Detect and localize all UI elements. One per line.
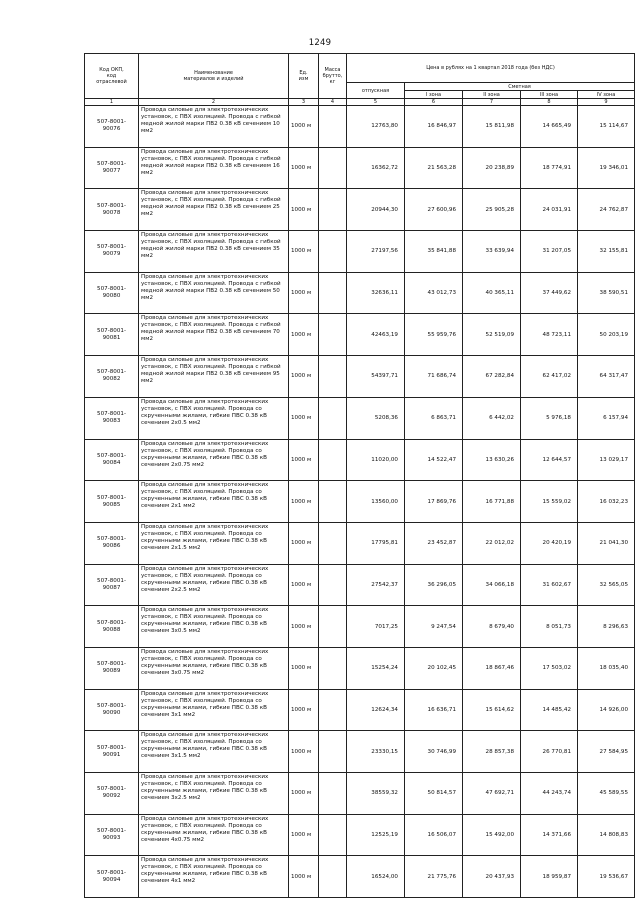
item-unit: 1000 м: [289, 814, 319, 856]
header-name: Наименование материалов и изделий: [139, 54, 289, 99]
header-zone2: II зона: [463, 91, 521, 99]
price-zone3: 37 449,62: [521, 272, 578, 314]
price-zone3: 26 770,81: [521, 731, 578, 773]
price-zone2: 15 492,00: [463, 814, 521, 856]
item-name: Провода силовые для электротехнических установок, с ПВХ изоляцией. Провода с гибкой медной жилой марки ПВ2 0.38 кВ сечением 50 мм2: [139, 272, 289, 314]
price-release: 12763,80: [347, 106, 405, 148]
price-release: 16362,72: [347, 147, 405, 189]
price-zone3: 62 417,02: [521, 356, 578, 398]
price-table: [84, 53, 635, 898]
table-row: [85, 773, 635, 815]
item-unit: 1000 м: [289, 564, 319, 606]
item-mass: [319, 272, 347, 314]
price-zone2: 6 442,02: [463, 397, 521, 439]
price-release: 32636,11: [347, 272, 405, 314]
item-name: Провода силовые для электротехнических установок, с ПВХ изоляцией. Провода с гибкой медной жилой марки ПВ2 0.38 кВ сечением 10 мм2: [139, 106, 289, 148]
item-mass: [319, 231, 347, 273]
price-zone4: 18 035,40: [578, 647, 635, 689]
header-zone3: III зона: [521, 91, 578, 99]
item-unit: 1000 м: [289, 106, 319, 148]
item-unit: 1000 м: [289, 606, 319, 648]
price-zone4: 15 114,67: [578, 106, 635, 148]
header-estimate: Сметная: [405, 83, 635, 91]
item-name: Провода силовые для электротехнических установок, с ПВХ изоляцией. Провода с гибкой медной жилой марки ПВ2 0.38 кВ сечением 35 мм2: [139, 231, 289, 273]
table-row: [85, 147, 635, 189]
table-row: [85, 397, 635, 439]
price-zone2: 18 867,46: [463, 647, 521, 689]
column-number: 4: [319, 99, 347, 106]
item-unit: 1000 м: [289, 397, 319, 439]
item-code: 507-8001- 90085: [85, 481, 139, 523]
item-mass: [319, 397, 347, 439]
item-name: Провода силовые для электротехнических установок, с ПВХ изоляцией. Провода с гибкой медной жилой марки ПВ2 0.38 кВ сечением 95 мм2: [139, 356, 289, 398]
item-mass: [319, 522, 347, 564]
column-number: 7: [463, 99, 521, 106]
item-mass: [319, 481, 347, 523]
price-zone3: 48 723,11: [521, 314, 578, 356]
item-mass: [319, 564, 347, 606]
item-code: 507-8001- 90076: [85, 106, 139, 148]
item-code: 507-8001- 90082: [85, 356, 139, 398]
price-zone4: 64 317,47: [578, 356, 635, 398]
price-zone4: 6 157,94: [578, 397, 635, 439]
price-zone1: 21 563,28: [405, 147, 463, 189]
item-mass: [319, 439, 347, 481]
price-zone3: 15 559,02: [521, 481, 578, 523]
price-zone1: 6 863,71: [405, 397, 463, 439]
price-zone1: 16 846,97: [405, 106, 463, 148]
item-name: Провода силовые для электротехнических установок, с ПВХ изоляцией. Провода с гибкой медной жилой марки ПВ2 0.38 кВ сечением 16 мм2: [139, 147, 289, 189]
price-zone4: 32 155,81: [578, 231, 635, 273]
item-mass: [319, 356, 347, 398]
price-zone3: 31 207,05: [521, 231, 578, 273]
price-zone3: 8 051,73: [521, 606, 578, 648]
price-release: 12624,34: [347, 689, 405, 731]
price-zone2: 8 679,40: [463, 606, 521, 648]
item-code: 507-8001- 90079: [85, 231, 139, 273]
price-zone3: 44 243,74: [521, 773, 578, 815]
price-release: 13560,00: [347, 481, 405, 523]
price-release: 16524,00: [347, 856, 405, 898]
item-code: 507-8001- 90092: [85, 773, 139, 815]
price-zone3: 14 665,49: [521, 106, 578, 148]
price-zone4: 14 808,83: [578, 814, 635, 856]
item-unit: 1000 м: [289, 231, 319, 273]
price-release: 12525,19: [347, 814, 405, 856]
item-code: 507-8001- 90091: [85, 731, 139, 773]
item-unit: 1000 м: [289, 647, 319, 689]
table-row: [85, 606, 635, 648]
item-name: Провода силовые для электротехнических установок, с ПВХ изоляцией. Провода со скрученными жилами, гибкие ПВС 0.38 кВ сечением 3х1 мм2: [139, 689, 289, 731]
table-row: [85, 522, 635, 564]
price-zone1: 35 841,88: [405, 231, 463, 273]
price-zone3: 17 503,02: [521, 647, 578, 689]
price-zone4: 21 041,30: [578, 522, 635, 564]
item-unit: 1000 м: [289, 189, 319, 231]
price-zone3: 31 602,67: [521, 564, 578, 606]
header-zone1: I зона: [405, 91, 463, 99]
price-zone4: 14 926,00: [578, 689, 635, 731]
price-zone2: 34 066,18: [463, 564, 521, 606]
item-mass: [319, 856, 347, 898]
price-zone2: 52 519,09: [463, 314, 521, 356]
price-release: 15254,24: [347, 647, 405, 689]
price-zone1: 71 686,74: [405, 356, 463, 398]
header-release: отпускная: [347, 83, 405, 99]
price-zone1: 43 012,73: [405, 272, 463, 314]
price-zone2: 16 771,88: [463, 481, 521, 523]
price-zone1: 30 746,99: [405, 731, 463, 773]
item-unit: 1000 м: [289, 522, 319, 564]
item-code: 507-8001- 90089: [85, 647, 139, 689]
item-mass: [319, 773, 347, 815]
price-zone3: 24 031,91: [521, 189, 578, 231]
price-zone1: 50 814,57: [405, 773, 463, 815]
price-release: 27197,56: [347, 231, 405, 273]
item-name: Провода силовые для электротехнических установок, с ПВХ изоляцией. Провода с гибкой медной жилой марки ПВ2 0.38 кВ сечением 25 мм2: [139, 189, 289, 231]
price-zone4: 24 762,87: [578, 189, 635, 231]
page-number: 1249: [308, 38, 332, 48]
price-release: 54397,71: [347, 356, 405, 398]
item-mass: [319, 606, 347, 648]
price-zone3: 12 644,57: [521, 439, 578, 481]
item-unit: 1000 м: [289, 731, 319, 773]
price-zone4: 32 565,05: [578, 564, 635, 606]
table-row: [85, 647, 635, 689]
price-release: 11020,00: [347, 439, 405, 481]
price-zone1: 16 506,07: [405, 814, 463, 856]
table-row: [85, 731, 635, 773]
price-zone1: 36 296,05: [405, 564, 463, 606]
item-code: 507-8001- 90086: [85, 522, 139, 564]
header-mass: Масса брутто, кг: [319, 54, 347, 99]
item-code: 507-8001- 90080: [85, 272, 139, 314]
price-zone4: 19 536,67: [578, 856, 635, 898]
item-unit: 1000 м: [289, 689, 319, 731]
price-zone3: 14 485,42: [521, 689, 578, 731]
table-row: [85, 106, 635, 148]
price-zone1: 23 452,87: [405, 522, 463, 564]
price-release: 17795,81: [347, 522, 405, 564]
item-name: Провода силовые для электротехнических установок, с ПВХ изоляцией. Провода со скрученными жилами, гибкие ПВС 0.38 кВ сечением 3х2.5 мм2: [139, 773, 289, 815]
price-zone4: 50 203,19: [578, 314, 635, 356]
column-number: 3: [289, 99, 319, 106]
price-zone1: 55 959,76: [405, 314, 463, 356]
item-unit: 1000 м: [289, 314, 319, 356]
table-row: [85, 189, 635, 231]
price-zone2: 33 639,94: [463, 231, 521, 273]
price-zone2: 28 857,38: [463, 731, 521, 773]
price-zone4: 13 029,17: [578, 439, 635, 481]
item-code: 507-8001- 90078: [85, 189, 139, 231]
item-name: Провода силовые для электротехнических установок, с ПВХ изоляцией. Провода со скрученными жилами, гибкие ПВС 0.38 кВ сечением 3х0.5 мм2: [139, 606, 289, 648]
item-name: Провода силовые для электротехнических установок, с ПВХ изоляцией. Провода со скрученными жилами, гибкие ПВС 0.38 кВ сечением 4х0.75 мм2: [139, 814, 289, 856]
price-release: 5208,36: [347, 397, 405, 439]
price-zone2: 15 614,62: [463, 689, 521, 731]
table-row: [85, 856, 635, 898]
table-row: [85, 564, 635, 606]
item-unit: 1000 м: [289, 356, 319, 398]
price-zone2: 13 630,26: [463, 439, 521, 481]
item-name: Провода силовые для электротехнических установок, с ПВХ изоляцией. Провода с гибкой медной жилой марки ПВ2 0.38 кВ сечением 70 мм2: [139, 314, 289, 356]
item-mass: [319, 147, 347, 189]
price-zone2: 20 437,93: [463, 856, 521, 898]
price-zone3: 5 976,18: [521, 397, 578, 439]
column-number: 2: [139, 99, 289, 106]
price-zone4: 8 296,63: [578, 606, 635, 648]
item-unit: 1000 м: [289, 147, 319, 189]
item-unit: 1000 м: [289, 856, 319, 898]
table-row: [85, 231, 635, 273]
price-zone2: 67 282,84: [463, 356, 521, 398]
price-zone4: 19 346,01: [578, 147, 635, 189]
item-unit: 1000 м: [289, 773, 319, 815]
price-zone2: 22 012,02: [463, 522, 521, 564]
table-row: [85, 439, 635, 481]
price-zone4: 27 584,95: [578, 731, 635, 773]
price-zone2: 15 811,98: [463, 106, 521, 148]
column-number: 1: [85, 99, 139, 106]
item-name: Провода силовые для электротехнических установок, с ПВХ изоляцией. Провода со скрученными жилами, гибкие ПВС 0.38 кВ сечением 4х1 мм2: [139, 856, 289, 898]
item-code: 507-8001- 90083: [85, 397, 139, 439]
item-code: 507-8001- 90090: [85, 689, 139, 731]
header-zone4: IV зона: [578, 91, 635, 99]
price-zone1: 20 102,45: [405, 647, 463, 689]
header-price-title: Цена в рублях на 1 квартал 2018 года (без НДС): [347, 54, 635, 83]
column-number: 5: [347, 99, 405, 106]
price-zone2: 20 238,89: [463, 147, 521, 189]
price-zone1: 27 600,96: [405, 189, 463, 231]
price-zone4: 38 590,51: [578, 272, 635, 314]
item-name: Провода силовые для электротехнических установок, с ПВХ изоляцией. Провода со скрученными жилами, гибкие ПВС 0.38 кВ сечением 2х1 мм2: [139, 481, 289, 523]
price-zone3: 14 371,66: [521, 814, 578, 856]
item-name: Провода силовые для электротехнических установок, с ПВХ изоляцией. Провода со скрученными жилами, гибкие ПВС 0.38 кВ сечением 3х0.75 мм2: [139, 647, 289, 689]
header-unit: Ед. изм: [289, 54, 319, 99]
item-code: 507-8001- 90093: [85, 814, 139, 856]
item-code: 507-8001- 90088: [85, 606, 139, 648]
table-row: [85, 689, 635, 731]
item-name: Провода силовые для электротехнических установок, с ПВХ изоляцией. Провода со скрученными жилами, гибкие ПВС 0.38 кВ сечением 3х1.5 мм2: [139, 731, 289, 773]
item-mass: [319, 814, 347, 856]
item-mass: [319, 731, 347, 773]
item-mass: [319, 689, 347, 731]
item-name: Провода силовые для электротехнических установок, с ПВХ изоляцией. Провода со скрученными жилами, гибкие ПВС 0.38 кВ сечением 2х0.75 мм2: [139, 439, 289, 481]
item-name: Провода силовые для электротехнических установок, с ПВХ изоляцией. Провода со скрученными жилами, гибкие ПВС 0.38 кВ сечением 2х1.5 мм2: [139, 522, 289, 564]
item-code: 507-8001- 90081: [85, 314, 139, 356]
item-mass: [319, 106, 347, 148]
table-row: [85, 481, 635, 523]
item-code: 507-8001- 90087: [85, 564, 139, 606]
price-zone3: 20 420,19: [521, 522, 578, 564]
price-release: 20944,30: [347, 189, 405, 231]
price-zone1: 16 636,71: [405, 689, 463, 731]
item-mass: [319, 647, 347, 689]
table-row: [85, 314, 635, 356]
item-unit: 1000 м: [289, 272, 319, 314]
price-zone3: 18 774,91: [521, 147, 578, 189]
column-number: 9: [578, 99, 635, 106]
price-zone4: 45 589,55: [578, 773, 635, 815]
item-code: 507-8001- 90084: [85, 439, 139, 481]
table-row: [85, 356, 635, 398]
table-row: [85, 272, 635, 314]
price-zone3: 18 959,87: [521, 856, 578, 898]
price-zone2: 40 365,11: [463, 272, 521, 314]
item-mass: [319, 314, 347, 356]
item-unit: 1000 м: [289, 481, 319, 523]
price-zone1: 21 775,76: [405, 856, 463, 898]
price-release: 42463,19: [347, 314, 405, 356]
item-code: 507-8001- 90077: [85, 147, 139, 189]
column-number: 6: [405, 99, 463, 106]
price-zone2: 47 692,71: [463, 773, 521, 815]
price-release: 23330,15: [347, 731, 405, 773]
price-release: 7017,25: [347, 606, 405, 648]
item-unit: 1000 м: [289, 439, 319, 481]
column-number: 8: [521, 99, 578, 106]
price-zone4: 16 032,23: [578, 481, 635, 523]
item-code: 507-8001- 90094: [85, 856, 139, 898]
item-mass: [319, 189, 347, 231]
price-zone2: 25 905,28: [463, 189, 521, 231]
column-number-row: [85, 99, 635, 106]
item-name: Провода силовые для электротехнических установок, с ПВХ изоляцией. Провода со скрученными жилами, гибкие ПВС 0.38 кВ сечением 2х2.5 мм2: [139, 564, 289, 606]
price-release: 27542,37: [347, 564, 405, 606]
header-code: Код ОКП, код отраслевой: [85, 54, 139, 99]
price-zone1: 14 522,47: [405, 439, 463, 481]
item-name: Провода силовые для электротехнических установок, с ПВХ изоляцией. Провода со скрученными жилами, гибкие ПВС 0.38 кВ сечением 2х0.5 мм2: [139, 397, 289, 439]
price-zone1: 9 247,54: [405, 606, 463, 648]
table-row: [85, 814, 635, 856]
price-release: 38559,32: [347, 773, 405, 815]
price-zone1: 17 869,76: [405, 481, 463, 523]
